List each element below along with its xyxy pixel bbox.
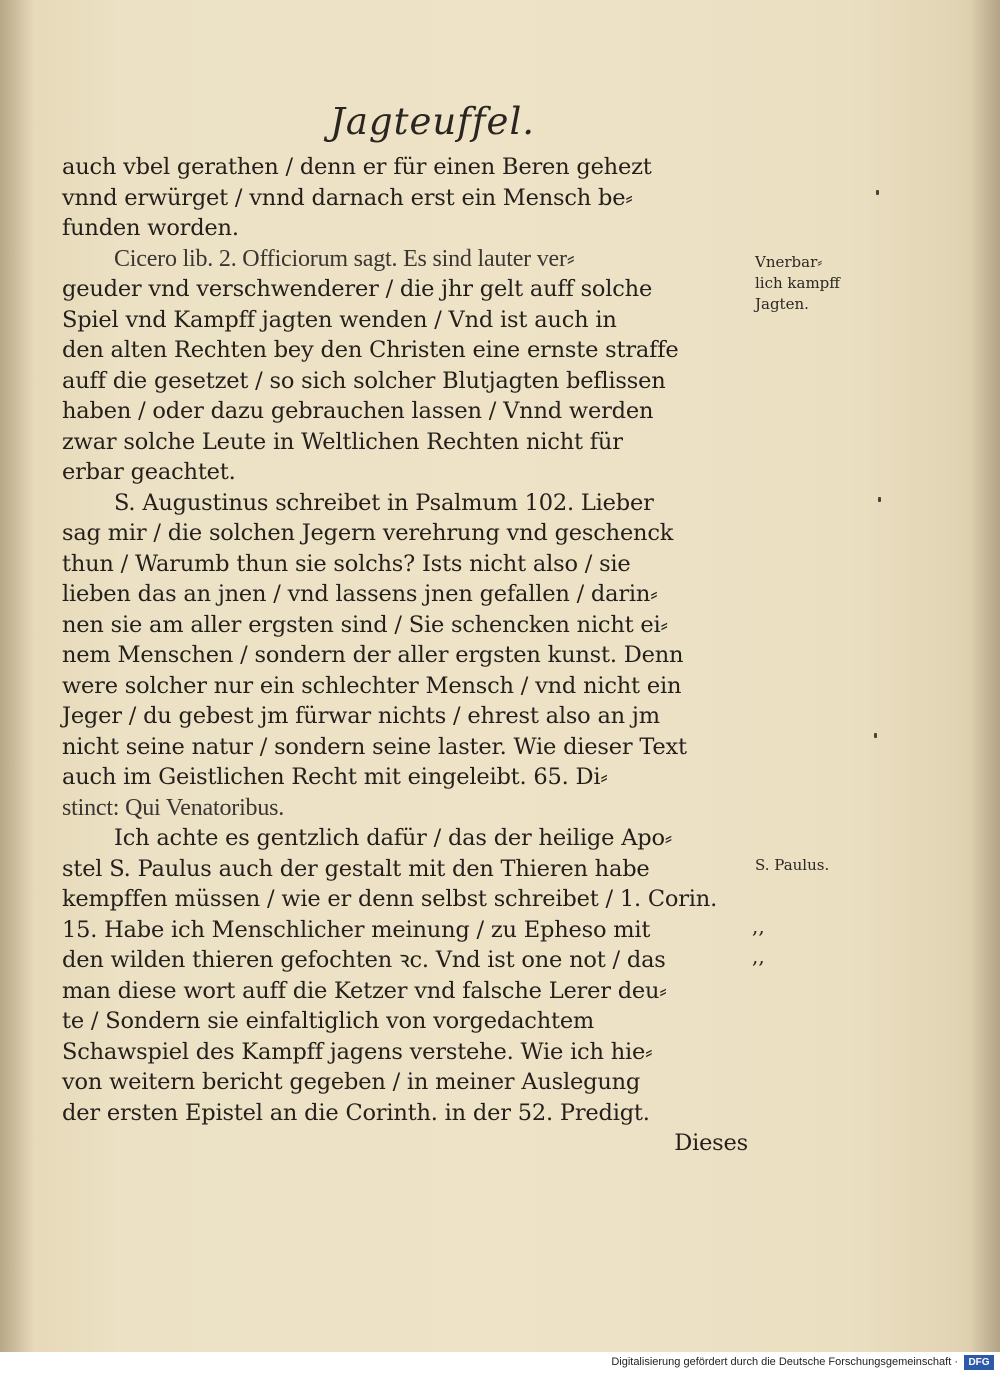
text-line: den wilden thieren gefochten ꝛc. Vnd ist one not / das	[62, 947, 666, 973]
text-line: erbar geachtet.	[62, 459, 236, 485]
text-line: der ersten Epistel an die Corinth. in der 52. Predigt.	[62, 1099, 650, 1126]
text-line: 15. Habe ich Menschlicher meinung / zu Epheso mit	[62, 916, 651, 943]
text-line: nicht seine natur / sondern seine laster. Wie dieser Text	[62, 733, 687, 760]
text-line: te / Sondern sie einfaltiglich von vorgedachtem	[62, 1008, 595, 1034]
quote-mark: ,,	[752, 914, 765, 938]
margin-note-line: Jagten.	[755, 295, 809, 313]
text-line: Spiel vnd Kampff jagten wenden / Vnd ist auch in	[62, 306, 617, 333]
ink-speck	[878, 497, 881, 502]
footer-bar	[0, 1352, 1000, 1374]
text-line: auff die gesetzet / so sich solcher Blutjagten beflissen	[62, 367, 666, 394]
text-line: Ich achte es gentzlich dafür / das der heilige Apo⸗	[114, 825, 673, 851]
quote-mark: ,,	[752, 944, 765, 968]
text-line: vnnd erwürget / vnnd darnach erst ein Mensch be⸗	[62, 184, 633, 211]
body-text	[62, 152, 762, 1159]
text-line: sag mir / die solchen Jegern verehrung vnd geschenck	[62, 520, 674, 546]
ink-speck	[874, 733, 877, 738]
text-line: Jeger / du gebest jm fürwar nichts / ehrest also an jm	[62, 703, 660, 729]
text-line: stel S. Paulus auch der gestalt mit den Thieren habe	[62, 855, 650, 882]
margin-note-line: lich kampff	[755, 274, 840, 292]
text-line: nen sie am aller ergsten sind / Sie schencken nicht ei⸗	[62, 611, 668, 638]
margin-note-unehrbar	[755, 252, 875, 315]
text-line: Cicero lib. 2. Officiorum sagt. Es sind lauter ver⸗	[114, 245, 575, 272]
text-line: lieben das an jnen / vnd lassens jnen gefallen / darin⸗	[62, 581, 658, 607]
footer-credit: Digitalisierung gefördert durch die Deutsche Forschungsgemeinschaft ·	[611, 1356, 958, 1368]
text-line: auch im Geistlichen Recht mit eingeleibt. 65. Di⸗	[62, 764, 608, 790]
text-line: nem Menschen / sondern der aller ergsten kunst. Denn	[62, 642, 684, 668]
text-line: kempffen müssen / wie er denn selbst schreibet / 1. Corin.	[62, 886, 718, 912]
text-line: Schawspiel des Kampff jagens verstehe. Wie ich hie⸗	[62, 1038, 653, 1065]
text-line: auch vbel gerathen / denn er für einen Beren gehezt	[62, 154, 652, 180]
margin-note-paulus: S. Paulus.	[755, 856, 830, 874]
dfg-logo-icon: DFG	[964, 1355, 994, 1370]
text-line: von weitern bericht gegeben / in meiner Auslegung	[62, 1069, 641, 1095]
running-head: Jagteuffel.	[330, 100, 536, 143]
ink-speck	[876, 190, 879, 195]
margin-note-line: Vnerbar⸗	[755, 253, 823, 271]
text-line: zwar solche Leute in Weltlichen Rechten nicht für	[62, 428, 623, 455]
text-line: S. Augustinus schreibet in Psalmum 102. Lieber	[114, 489, 654, 516]
catchword: Dieses	[674, 1130, 748, 1156]
text-line: stinct: Qui Venatoribus.	[62, 794, 285, 821]
text-line: man diese wort auff die Ketzer vnd falsche Lerer deu⸗	[62, 977, 667, 1004]
text-line: haben / oder dazu gebrauchen lassen / Vnnd werden	[62, 398, 654, 424]
text-line: geuder vnd verschwenderer / die jhr gelt auff solche	[62, 276, 653, 302]
text-line: den alten Rechten bey den Christen eine ernste straffe	[62, 337, 679, 363]
text-line: were solcher nur ein schlechter Mensch / vnd nicht ein	[62, 672, 682, 699]
text-line: thun / Warumb thun sie solchs? Ists nicht also / sie	[62, 550, 631, 577]
text-line: funden worden.	[62, 215, 239, 241]
